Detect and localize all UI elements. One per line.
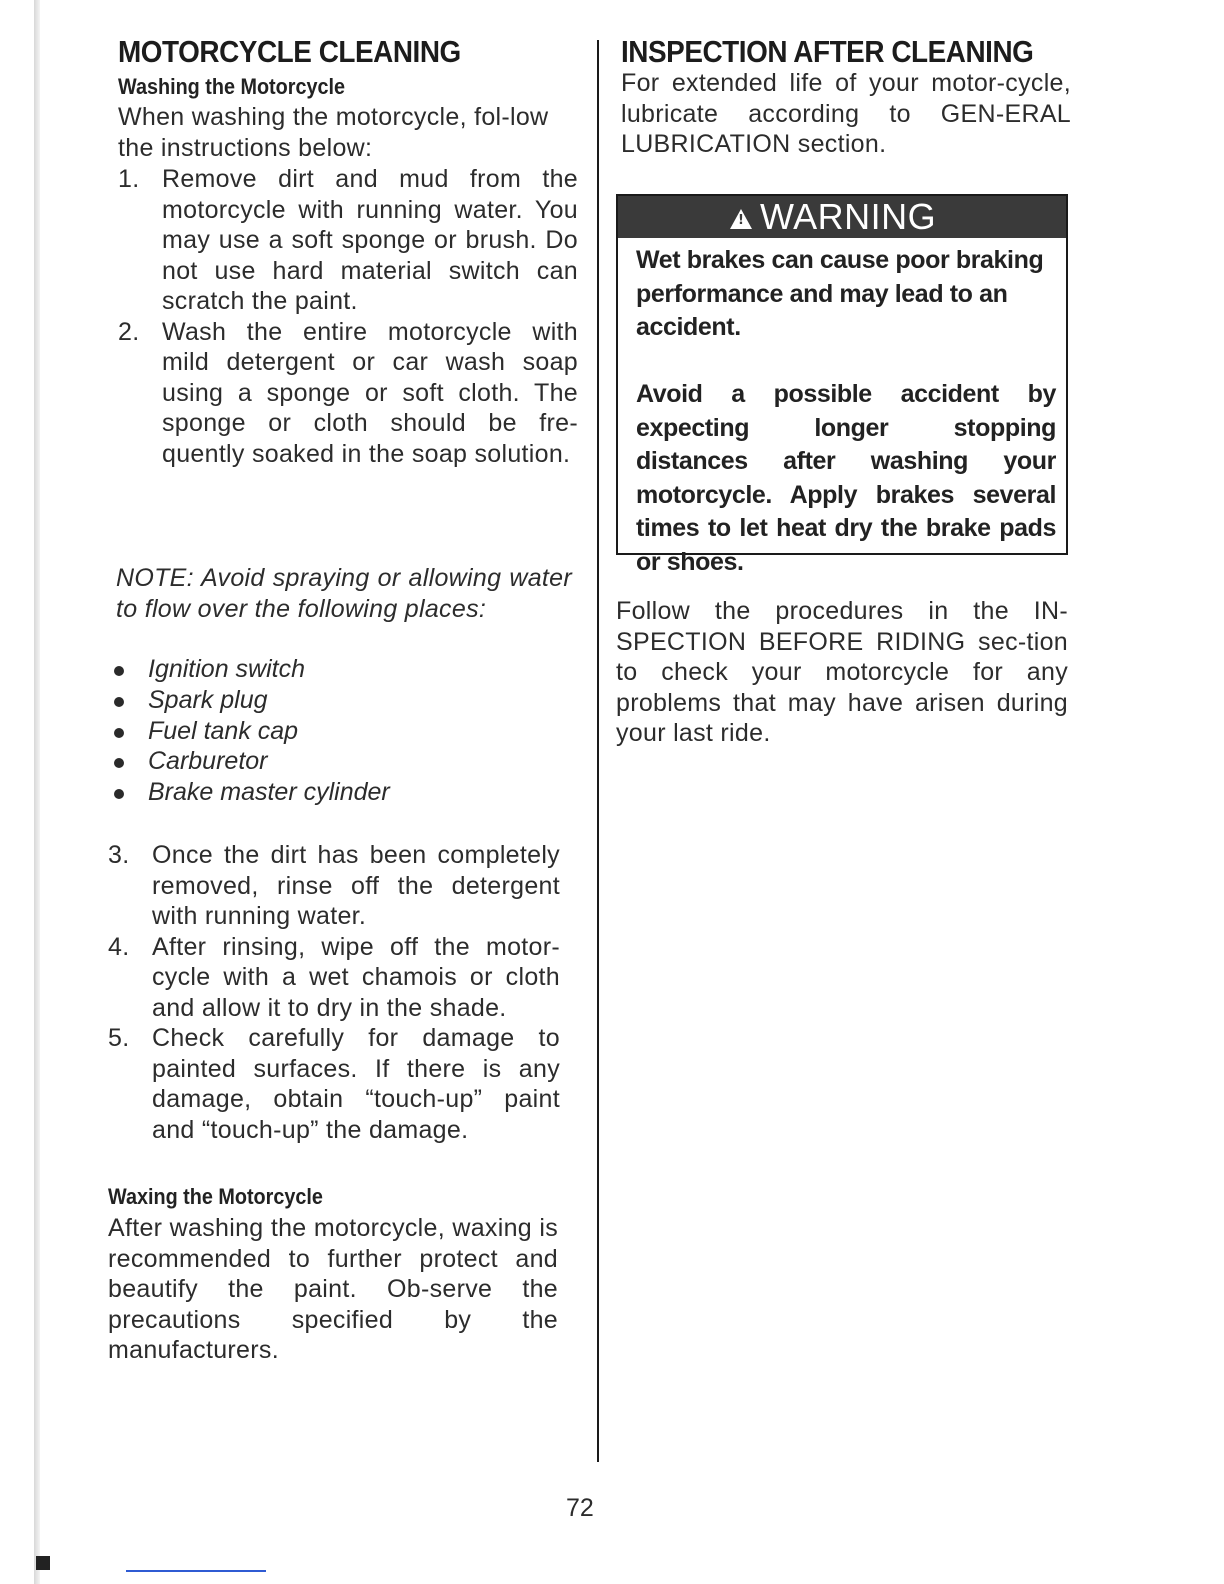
- step-text: Remove dirt and mud from the motorcycle with running water. You may use a soft sponge or brush. Do not use hard material switch can scratch the paint.: [162, 165, 578, 315]
- warning-triangle-icon: [730, 209, 752, 229]
- warning-box: [616, 194, 1068, 576]
- washing-steps-b: [108, 840, 560, 1145]
- warning-header: [618, 196, 1066, 238]
- page-edge-mark: [36, 1556, 50, 1570]
- bullet-icon: [114, 697, 124, 707]
- bullet-icon: [114, 789, 124, 799]
- column-divider: [597, 40, 599, 1462]
- step-text: After rinsing, wipe off the motor-cycle with a wet chamois or cloth and allow it to dry in the shade.: [152, 932, 560, 1022]
- washing-steps-a: [118, 164, 578, 469]
- place-text: Carburetor: [148, 747, 268, 776]
- place-text: Fuel tank cap: [148, 716, 299, 745]
- place-text: Spark plug: [148, 685, 268, 714]
- step-number: 5.: [108, 1024, 130, 1052]
- bottom-edge-line: [126, 1570, 266, 1572]
- list-item: [108, 1023, 560, 1145]
- place-text: Brake master cylinder: [148, 778, 390, 807]
- section-title-inspection: INSPECTION AFTER CLEANING: [621, 34, 1034, 69]
- list-item: [108, 840, 560, 932]
- list-item: [108, 685, 568, 716]
- step-number: 2.: [118, 317, 140, 346]
- page-edge: [34, 0, 40, 1584]
- subheading-waxing: Waxing the Motorcycle: [108, 1184, 323, 1209]
- warning-text-2: Avoid a possible accident by expecting longer stopping distances after washing your motorcycle. Apply brakes several times to let heat dry the brake pads or shoes.: [636, 380, 1056, 576]
- warning-text-1: Wet brakes can cause poor braking performance and may lead to an accident.: [636, 246, 1044, 341]
- note-text: NOTE: Avoid spraying or allowing water to flow over the following places:: [116, 564, 572, 623]
- list-item: [118, 317, 578, 470]
- subheading-washing: Washing the Motorcycle: [118, 74, 345, 99]
- page-number: 72: [566, 1494, 594, 1522]
- list-item: [108, 777, 568, 808]
- step-text: Check carefully for damage to painted surfaces. If there is any damage, obtain “touch-up” paint and “touch-up” the damage.: [152, 1024, 560, 1144]
- list-item: [108, 654, 568, 685]
- washing-intro: When washing the motorcycle, fol-low the instructions below:: [118, 103, 549, 162]
- step-number: 1.: [118, 165, 140, 193]
- places-list: [108, 654, 568, 808]
- list-item: [108, 716, 568, 747]
- step-text: Wash the entire motorcycle with mild detergent or car wash soap using a sponge or soft cloth. The sponge or cloth should be fre-quently soaked in the soap solution.: [162, 317, 578, 468]
- place-text: Ignition switch: [148, 655, 306, 683]
- bullet-icon: [114, 666, 124, 676]
- bullet-icon: [114, 758, 124, 768]
- follow-procedures-text: Follow the procedures in the IN-SPECTION BEFORE RIDING sec-tion to check your motorcycle for any problems that may have arisen during your last ride.: [616, 597, 1068, 747]
- inspection-intro: For extended life of your motor-cycle, lubricate according to GEN-ERAL LUBRICATION section.: [621, 69, 1071, 158]
- step-number: 3.: [108, 841, 130, 869]
- step-number: 4.: [108, 932, 130, 961]
- list-item: [118, 164, 578, 317]
- step-text: Once the dirt has been completely removed, rinse off the detergent with running water.: [152, 841, 560, 930]
- list-item: [108, 746, 568, 777]
- warning-label: WARNING: [760, 196, 937, 237]
- waxing-text: After washing the motorcycle, waxing is recommended to further protect and beautify the paint. Ob-serve the precautions specified by the manufacturers.: [108, 1214, 558, 1364]
- list-item: [108, 932, 560, 1024]
- bullet-icon: [114, 728, 124, 738]
- section-title-motorcycle-cleaning: MOTORCYCLE CLEANING: [118, 34, 461, 69]
